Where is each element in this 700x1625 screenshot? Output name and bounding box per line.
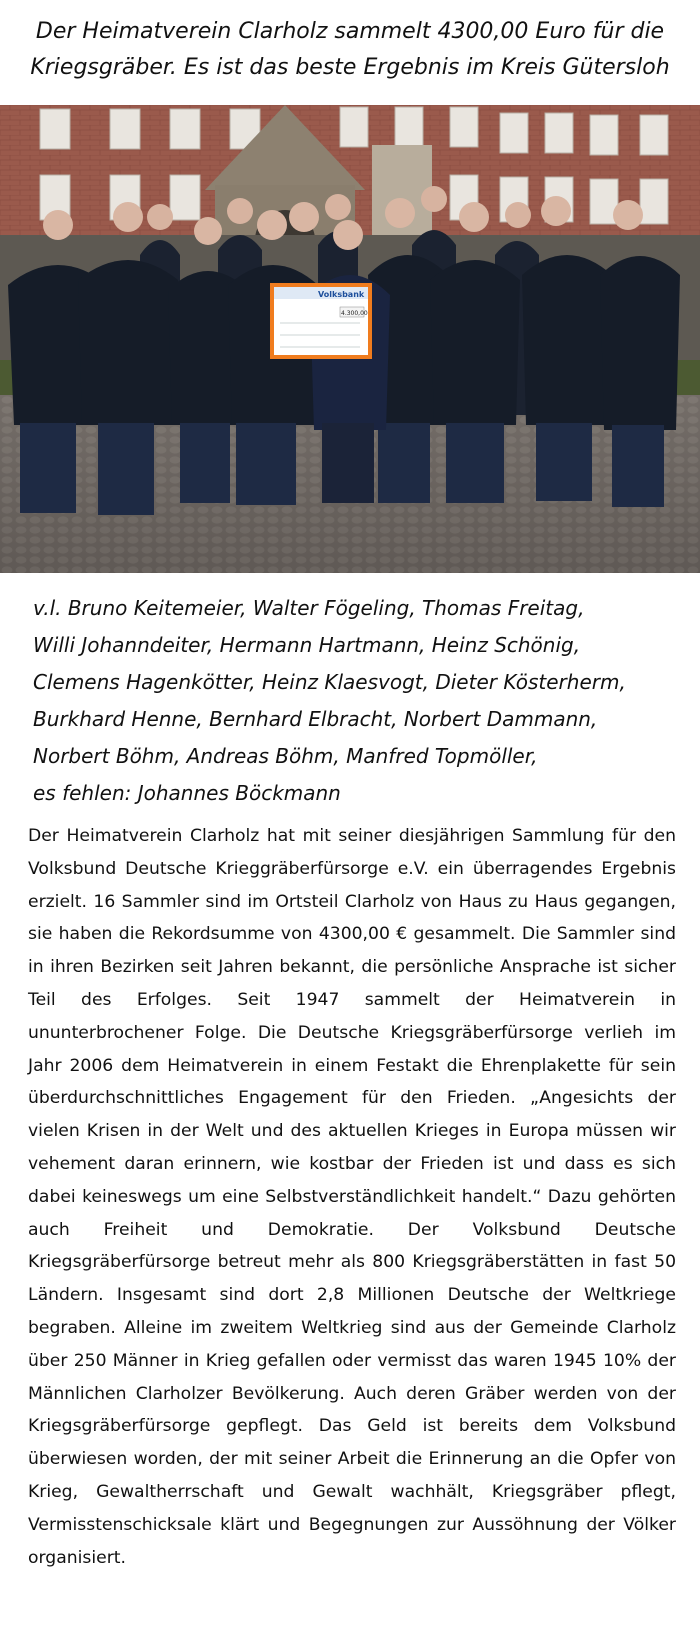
caption-line: Norbert Böhm, Andreas Böhm, Manfred Topmöller, bbox=[33, 744, 538, 768]
group-photo bbox=[0, 105, 700, 573]
photo-caption bbox=[33, 590, 673, 812]
article-body: Der Heimatverein Clarholz hat mit seiner diesjährigen Sammlung für den Volksbund Deutsche Krieggräberfürsorge e.V. ein überragendes Ergebnis erzielt. 16 Sammler sind im Ortsteil Clarholz von Haus zu Haus gegangen, sie haben die Rekordsumme von 4300,00 € gesammelt. Die Sammler sind in ihren Bezirken seit Jahren bekannt, die persönliche Ansprache ist sicher Teil des Erfolges. Seit 1947 sammelt der Heimatverein in ununterbrochener Folge. Die Deutsche Kriegsgräberfürsorge verlieh im Jahr 2006 dem Heimatverein in einem Festakt die Ehrenplakette für sein überdurchschnittliches Engagement für den Frieden. „Angesichts der vielen Krisen in der Welt und des aktuellen Krieges in Europa müssen wir vehement daran erinnern, wie kostbar der Frieden ist und dass es sich dabei keineswegs um eine Selbstverständlichkeit handelt.“ Dazu gehörten auch Freiheit und Demokratie. Der Volksbund Deutsche Kriegsgräberfürsorge betreut mehr als 800 Kriegsgräberstätten in fast 50 Ländern. Insgesamt sind dort 2,8 Millionen Deutsche der Weltkriege begraben. Alleine im zweitem Weltkrieg sind aus der Gemeinde Clarholz über 250 Männer in Krieg gefallen oder vermisst das waren 1945 10% der Männlichen Clarholzer Bevölkerung. Auch deren Gräber werden von der Kriegsgräberfürsorge gepflegt. Das Geld ist bereits dem Volksbund überwiesen worden, der mit seiner Arbeit die Erinnerung an die Opfer von Krieg, Gewaltherrschaft und Gewalt wachhält, Kriegsgräber pflegt, Vermisstenschicksale klärt und Begegnungen zur Aussöhnung der Völker organisiert. bbox=[28, 826, 676, 1568]
caption-line: Willi Johanndeiter, Hermann Hartmann, Heinz Schönig, bbox=[33, 633, 581, 657]
check-bank-label: Volksbank bbox=[318, 290, 365, 299]
caption-line: es fehlen: Johannes Böckmann bbox=[33, 781, 341, 805]
headline-line-2: Kriegsgräber. Es ist das beste Ergebnis im Kreis Gütersloh bbox=[30, 55, 670, 80]
check-board bbox=[272, 285, 370, 357]
caption-line: Clemens Hagenkötter, Heinz Klaesvogt, Dieter Kösterherm, bbox=[33, 670, 626, 694]
caption-line: v.l. Bruno Keitemeier, Walter Fögeling, Thomas Freitag, bbox=[33, 596, 585, 620]
caption-line: Burkhard Henne, Bernhard Elbracht, Norbert Dammann, bbox=[33, 707, 598, 731]
check-amount: 4.300,00 bbox=[341, 310, 368, 317]
headline bbox=[0, 14, 700, 86]
headline-line-1: Der Heimatverein Clarholz sammelt 4300,00 Euro für die bbox=[35, 19, 665, 44]
